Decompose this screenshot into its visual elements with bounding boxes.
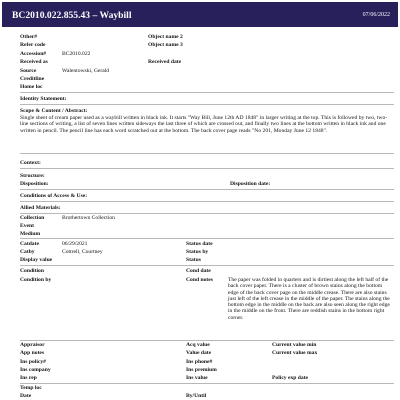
status-date-label: Status date <box>186 241 213 247</box>
record-header <box>2 2 398 27</box>
refer-code-label: Refer code <box>20 42 46 48</box>
divider <box>20 168 394 169</box>
catby-value: Cottrell, Courtney <box>62 249 103 255</box>
ins-company-label: Ins company <box>20 367 51 373</box>
cond-date-label: Cond date <box>186 268 211 274</box>
display-value-label: Display value <box>20 257 53 263</box>
divider <box>20 383 394 384</box>
home-location-label: Home loc <box>20 84 43 90</box>
app-notes-label: App notes <box>20 350 45 356</box>
received-as-label: Received as <box>20 59 48 65</box>
current-value-max-label: Current value max <box>272 350 318 356</box>
divider <box>20 265 394 266</box>
disposition-date-label: Disposition date: <box>230 181 271 187</box>
collection-label: Collection <box>20 215 45 221</box>
divider <box>20 189 394 190</box>
context-label: Context: <box>20 160 41 166</box>
condition-by-label: Condition by <box>20 277 52 283</box>
divider <box>20 238 394 239</box>
condition-label: Condition <box>20 268 44 274</box>
identity-statement-label: Identity Statement: <box>20 96 67 102</box>
value-date-label: Value date <box>186 350 212 356</box>
divider <box>20 340 394 341</box>
status-by-label: Status by <box>186 249 209 255</box>
collection-value: Brothertown Collection <box>62 215 115 221</box>
source-label: Source <box>20 68 37 74</box>
scope-content-label: Scope & Content / Abstract: <box>20 108 88 114</box>
ins-policy-label: Ins policy# <box>20 359 46 365</box>
policy-exp-date-label: Policy exp date <box>272 375 309 381</box>
appraisor-label: Appraisor <box>20 342 45 348</box>
received-date-label: Received date <box>148 59 182 65</box>
date-label: Date <box>20 393 32 399</box>
status-label: Status <box>186 257 201 263</box>
record-title: BC2010.022.855.43 – Waybill <box>12 10 132 21</box>
by-until-label: By/Until <box>186 393 207 399</box>
divider <box>20 92 394 93</box>
ins-premium-label: Ins premium <box>186 367 217 373</box>
divider <box>20 201 394 202</box>
cond-notes-label: Cond notes <box>186 277 213 283</box>
scope-content-text: Single sheet of cream paper used as a waybill written in black ink. It starts "Way Bill, June 12th AD 1848" in larger writing at the top. This is followed by two, two-line sections of writing, a list of seven lines written sideways the last three of which are crossed out, and finally two lines at the bottom written in black ink and one written in pencil. The pencil line has each word scratched out at the bottom. The back cover page reads "No 201, Monday June 12 1848". <box>20 115 388 134</box>
acq-value-label: Acq value <box>186 342 210 348</box>
ins-phone-label: Ins phone# <box>186 359 213 365</box>
catby-label: Catby <box>20 249 35 255</box>
disposition-label: Disposition: <box>20 181 49 187</box>
allied-materials-label: Allied Materials: <box>20 205 61 211</box>
current-value-min-label: Current value min <box>272 342 317 348</box>
structure-label: Structure: <box>20 173 45 179</box>
ins-value-label: Ins value <box>186 375 208 381</box>
source-value: Walentowski, Gerald <box>62 68 110 74</box>
other-number-label: Other# <box>20 34 38 40</box>
catdate-label: Catdate <box>20 241 39 247</box>
object-name-2-label: Object name 2 <box>148 34 183 40</box>
accession-value: BC2010.022 <box>62 51 91 57</box>
conditions-of-access-label: Conditions of Access & Use: <box>20 193 88 199</box>
record-date: 07/06/2022 <box>362 12 390 18</box>
temp-loc-label: Temp loc <box>20 385 42 391</box>
divider <box>20 153 394 154</box>
creditline-label: Creditline <box>20 76 45 82</box>
accession-label: Accession# <box>20 51 47 57</box>
divider <box>20 213 394 214</box>
cond-notes-text: The paper was folded in quarters and is dirtiest along the left half of the back cover paper. There is a cluster of brown stains along the bottom edge of the back cover page on the middle crease. There are also stains just left of the left crease in the middle of the paper. The stains along the bottom edge in the middle on the back are also seen along the right edge in the middle on the front. There are reddish stains in the bottom right corner. <box>228 277 390 321</box>
medium-label: Medium <box>20 231 41 237</box>
catdate-value: 06/29/2021 <box>62 241 88 247</box>
ins-rep-label: Ins rep <box>20 375 37 381</box>
event-label: Event <box>20 223 34 229</box>
divider <box>20 104 394 105</box>
object-name-3-label: Object name 3 <box>148 42 183 48</box>
